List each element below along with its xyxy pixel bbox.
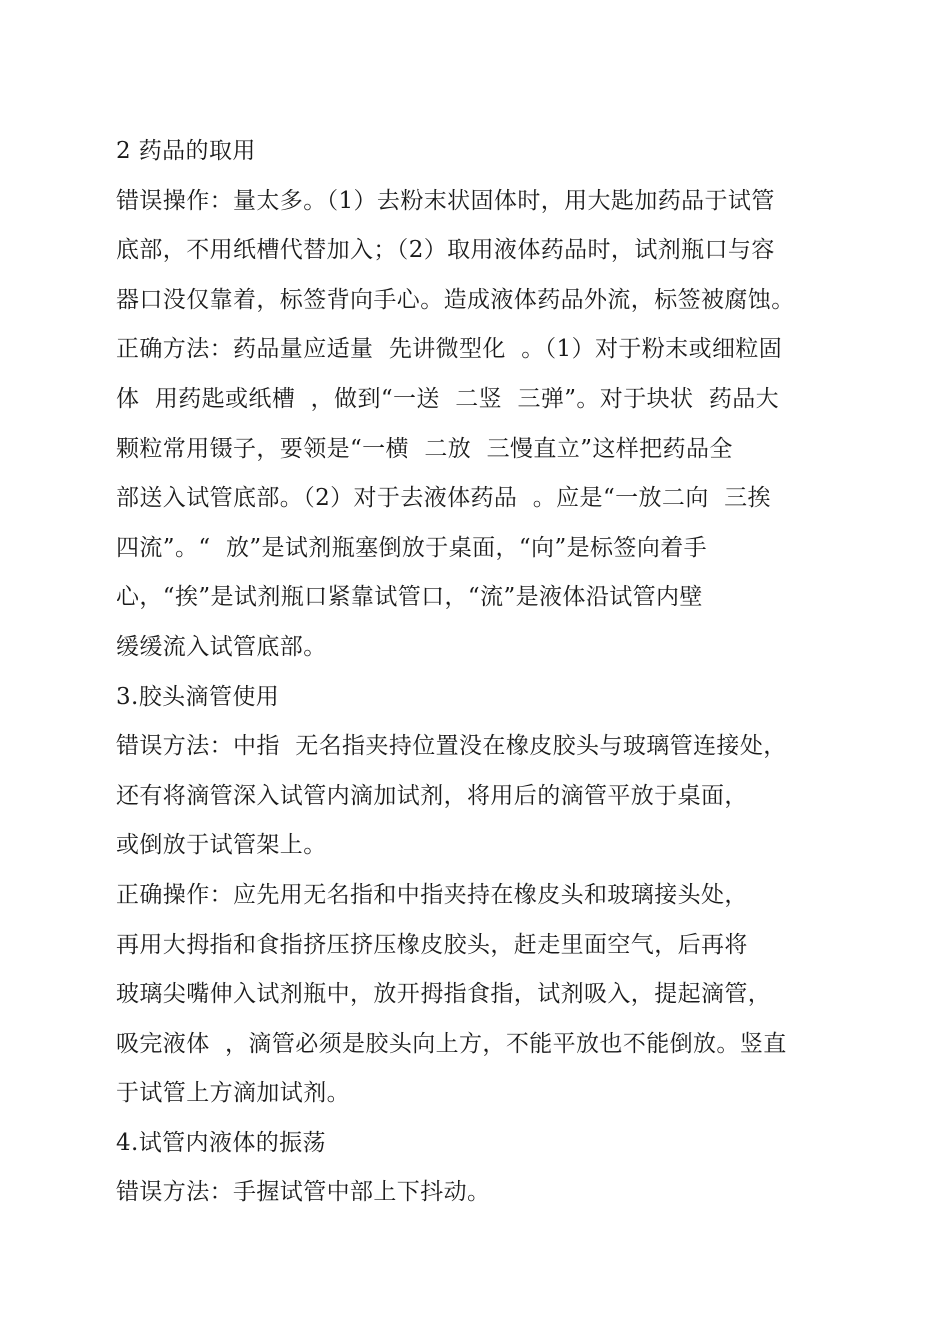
section-heading-dropper-use: 3.胶头滴管使用: [116, 683, 280, 710]
text-line: 还有将滴管深入试管内滴加试剂，将用后的滴管平放于桌面，: [116, 782, 748, 809]
text-line: 正确方法：药品量应适量 先讲微型化 。（1）对于粉末或细粒固: [116, 336, 783, 363]
text-line: 或倒放于试管架上。: [116, 832, 327, 859]
document-body: [116, 127, 836, 1218]
text-line: 于试管上方滴加试剂。: [116, 1080, 350, 1107]
text-line: 器口没仅靠着，标签背向手心。造成液体药品外流，标签被腐蚀。: [116, 286, 795, 313]
text-line: 玻璃尖嘴伸入试剂瓶中，放开拇指食指，试剂吸入，提起滴管，: [116, 981, 772, 1008]
text-line: 缓缓流入试管底部。: [116, 633, 327, 660]
text-line: 底部，不用纸槽代替加入；（2）取用液体药品时，试剂瓶口与容: [116, 237, 775, 264]
text-line: 错误操作：量太多。（1）去粉末状固体时，用大匙加药品于试管: [116, 187, 775, 214]
text-line: 四流”。“ 放”是试剂瓶塞倒放于桌面，“向”是标签向着手: [116, 534, 708, 561]
text-line: 吸完液体 ，滴管必须是胶头向上方，不能平放也不能倒放。竖直: [116, 1030, 787, 1057]
text-line: 错误方法：中指 无名指夹持位置没在橡皮胶头与玻璃管连接处，: [116, 733, 787, 760]
section-heading-medicine-taking: 2 药品的取用: [116, 138, 256, 164]
text-line: 错误方法：手握试管中部上下抖动。: [116, 1179, 491, 1206]
text-line: 颗粒常用镊子，要领是“一横 二放 三慢直立”这样把药品全: [116, 435, 733, 462]
text-line: 心，“挨”是试剂瓶口紧靠试管口，“流”是液体沿试管内壁: [116, 584, 703, 611]
text-line: 再用大拇指和食指挤压挤压橡皮胶头，赶走里面空气，后再将: [116, 931, 748, 958]
text-line: 体 用药匙或纸槽 ，做到“一送 二竖 三弹”。对于块状 药品大: [116, 385, 780, 412]
section-heading-test-tube-shaking: 4.试管内液体的振荡: [116, 1129, 326, 1156]
text-line: 正确操作：应先用无名指和中指夹持在橡皮头和玻璃接头处，: [116, 881, 748, 908]
text-line: 部送入试管底部。（2）对于去液体药品 。应是“一放二向 三挨: [116, 485, 771, 512]
